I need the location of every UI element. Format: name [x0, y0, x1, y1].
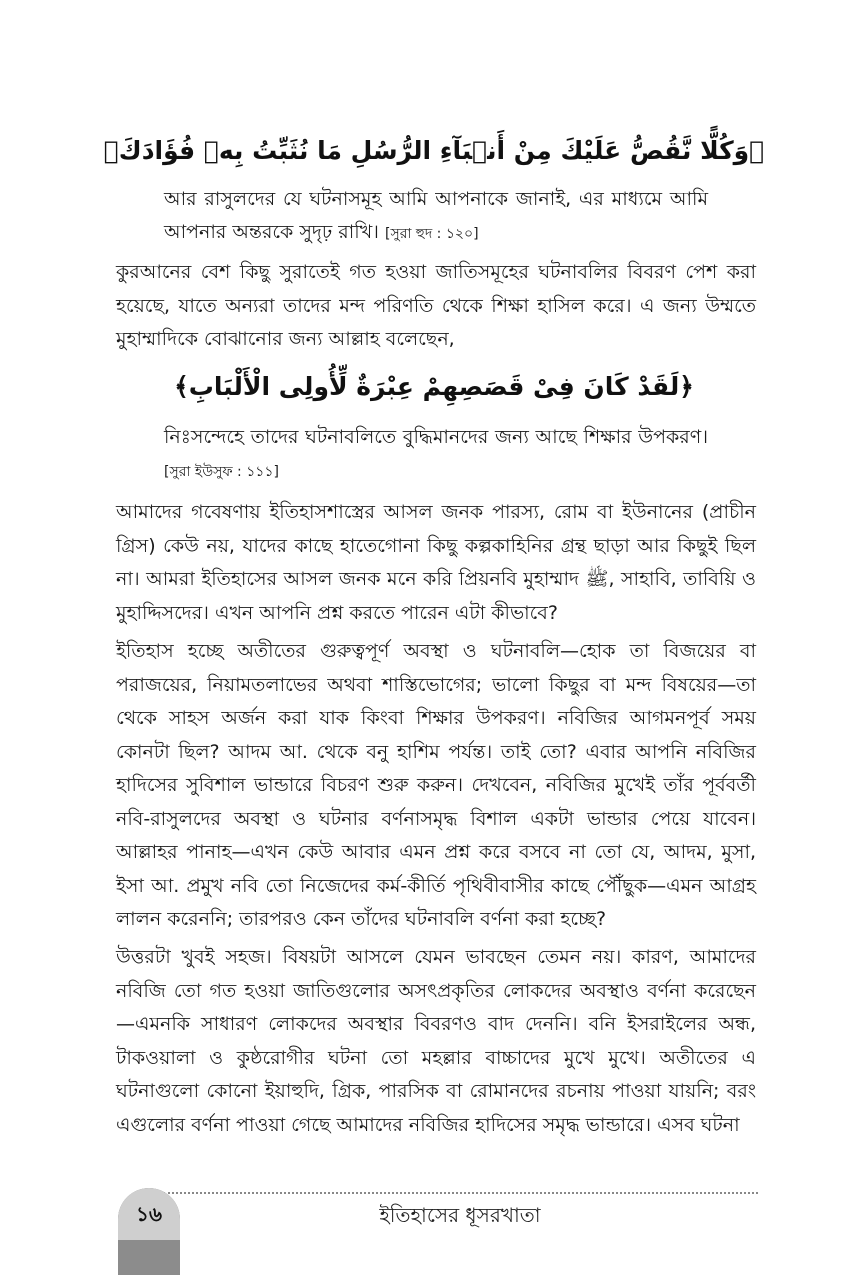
verse-translation-yusuf [164, 421, 708, 489]
paragraph-3: ইতিহাস হচ্ছে অতীতের গুরুত্বপূর্ণ অবস্থা ও ঘটনাবলি—হোক তা বিজয়ের বা পরাজয়ের, নিয়ামতলাভের অথবা শাস্তিভোগের; ভালো কিছুর বা মন্দ বিষয়ের—তা থেকে সাহস অর্জন করা যাক কিংবা শিক্ষার উপকরণ। নবিজির আগমনপূর্ব সময় কোনটা ছিল? আদম আ. থেকে বনু হাশিম পর্যন্ত। তাই তো? এবার আপনি নবিজির হাদিসের সুবিশাল ভান্ডারে বিচরণ শুরু করুন। দেখবেন, নবিজির মুখেই তাঁর পূর্ববর্তী নবি-রাসুলদের অবস্থা ও ঘটনার বর্ণনাসমৃদ্ধ বিশাল একটা ভান্ডার পেয়ে যাবেন। আল্লাহর পানাহ—এখন কেউ আবার এমন প্রশ্ন করে বসবে না তো যে, আদম, মুসা, ইসা আ. প্রমুখ নবি তো নিজেদের কর্ম-কীর্তি পৃথিবীবাসীর কাছে পৌঁছুক—এমন আগ্রহ লালন করেননি; তারপরও কেন তাঁদের ঘটনাবলি বর্ণনা করা হচ্ছে? [116, 640, 756, 930]
page-number: ১৬ [136, 1202, 162, 1226]
quran-verse-yusuf: ﴿لَقَدْ كَانَ فِىْ قَصَصِهِمْ عِبْرَةٌ لِّأُولِى الْأَلْبَابِ﴾ [174, 372, 694, 401]
running-footer-title: ইতিহাসের ধূসরখাতা [379, 1203, 541, 1227]
paragraph-1: কুরআনের বেশ কিছু সুরাতেই গত হওয়া জাতিসমূহের ঘটনাবলির বিবরণ পেশ করা হয়েছে, যাতে অন্যরা তাদের মন্দ পরিণতি থেকে শিক্ষা হাসিল করে। এ জন্য উম্মতে মুহাম্মাদিকে বোঝানোর জন্য আল্লাহ বলেছেন, [116, 261, 756, 350]
translation-text: আর রাসুলদের যে ঘটনাসমূহ আমি আপনাকে জানাই, এর মাধ্যমে আমি আপনার অন্তরকে সুদৃঢ় রাখি। [164, 188, 708, 243]
quran-verse-hud: ﴿وَكُلًّا نَّقُصُّ عَلَيْكَ مِنْ أَنۢبَآءِ الرُّسُلِ مَا نُثَبِّتُ بِهٖ فُؤَادَكَ﴾ [103, 136, 765, 165]
footer-divider [163, 1192, 758, 1194]
paragraph-2: আমাদের গবেষণায় ইতিহাসশাস্ত্রের আসল জনক পারস্য, রোম বা ইউনানের (প্রাচীন গ্রিস) কেউ নয়, যাদের কাছে হাতেগোনা কিছু কল্পকাহিনির গ্রন্থ ছাড়া আর কিছুই ছিল না। আমরা ইতিহাসের আসল জনক মনে করি প্রিয়নবি মুহাম্মাদ ﷺ, সাহাবি, তাবিয়ি ও মুহাদ্দিসদের। এখন আপনি প্রশ্ন করতে পারেন এটা কীভাবে? [116, 501, 756, 624]
verse-reference: [সুরা ইউসুফ : ১১১] [164, 464, 279, 480]
verse-reference: [সুরা হুদ : ১২০] [385, 226, 479, 242]
verse-translation-hud [164, 183, 708, 251]
paragraph-4: উত্তরটা খুবই সহজ। বিষয়টা আসলে যেমন ভাবছেন তেমন নয়। কারণ, আমাদের নবিজি তো গত হওয়া জাতিগুলোর অসৎপ্রকৃতির লোকদের অবস্থাও বর্ণনা করেছেন—এমনকি সাধারণ লোকদের অবস্থার বিবরণও বাদ দেননি। বনি ইসরাইলের অন্ধ, টাকওয়ালা ও কুষ্ঠরোগীর ঘটনা তো মহল্লার বাচ্চাদের মুখে মুখে। অতীতের এ ঘটনাগুলো কোনো ইয়াহুদি, গ্রিক, পারসিক বা রোমানদের রচনায় পাওয়া যায়নি; বরং এগুলোর বর্ণনা পাওয়া গেছে আমাদের নবিজির হাদিসের সমৃদ্ধ ভান্ডারে। এসব ঘটনা [116, 946, 756, 1136]
translation-text: নিঃসন্দেহে তাদের ঘটনাবলিতে বুদ্ধিমানদের জন্য আছে শিক্ষার উপকরণ। [164, 426, 708, 448]
